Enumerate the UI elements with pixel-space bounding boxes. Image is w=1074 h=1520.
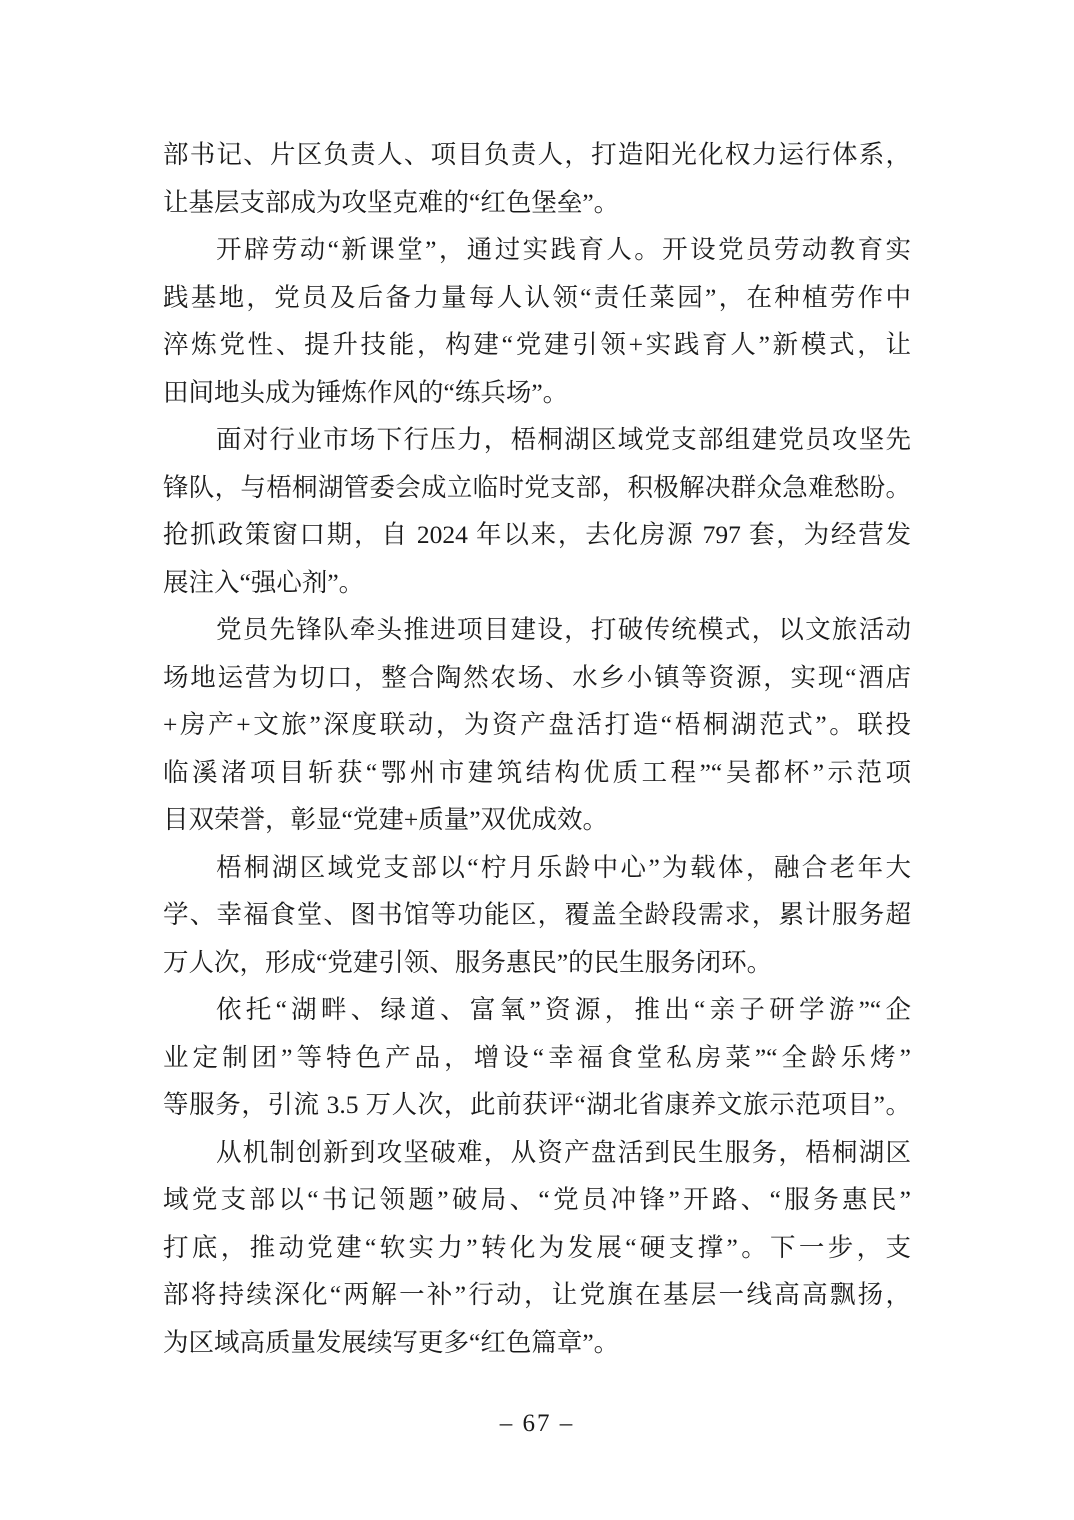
text-line: 打底，推动党建“软实力”转化为发展“硬支撑”。下一步，支	[163, 1232, 911, 1262]
text-line: 面对行业市场下行压力，梧桐湖区域党支部组建党员攻坚先	[216, 425, 911, 454]
page-footer	[0, 1404, 1074, 1444]
text-line: 从机制创新到攻坚破难，从资产盘活到民生服务，梧桐湖区	[216, 1137, 911, 1167]
text-line: 等服务，引流 3.5 万人次，此前获评“湖北省康养文旅示范项目”。	[163, 1090, 911, 1119]
text-line: 部书记、片区负责人、项目负责人，打造阳光化权力运行体系，	[163, 140, 911, 169]
text-line: 万人次，形成“党建引领、服务惠民”的民生服务闭环。	[163, 947, 773, 977]
text-line: 锋队，与梧桐湖管委会成立临时党支部，积极解决群众急难愁盼。	[163, 472, 911, 502]
text-line: 践基地，党员及后备力量每人认领“责任菜园”，在种植劳作中	[163, 282, 911, 312]
text-line: 开辟劳动“新课堂”，通过实践育人。开设党员劳动教育实	[216, 235, 911, 264]
text-line: 依托“湖畔、绿道、富氧”资源，推出“亲子研学游”“企	[216, 995, 911, 1024]
text-line: 业定制团”等特色产品，增设“幸福食堂私房菜”“全龄乐烤”	[163, 1042, 911, 1072]
text-line: 域党支部以“书记领题”破局、“党员冲锋”开路、“服务惠民”	[163, 1185, 911, 1214]
text-line: 淬炼党性、提升技能，构建“党建引领+实践育人”新模式，让	[163, 330, 911, 359]
text-line: 学、幸福食堂、图书馆等功能区，覆盖全龄段需求，累计服务超	[163, 900, 911, 929]
page-number: – 67 –	[499, 1410, 575, 1437]
text-line: 为区域高质量发展续写更多“红色篇章”。	[163, 1327, 620, 1357]
text-line: 部将持续深化“两解一补”行动，让党旗在基层一线高高飘扬，	[163, 1280, 911, 1309]
text-line: 目双荣誉，彰显“党建+质量”双优成效。	[163, 805, 609, 834]
text-line: 梧桐湖区域党支部以“柠月乐龄中心”为载体，融合老年大	[216, 852, 911, 882]
document-body	[163, 131, 911, 1366]
text-line: 田间地头成为锤炼作风的“练兵场”。	[163, 377, 569, 407]
text-line: 临溪渚项目斩获“鄂州市建筑结构优质工程”“吴都杯”示范项	[163, 757, 911, 787]
text-line: +房产+文旅”深度联动，为资产盘活打造“梧桐湖范式”。联投	[163, 710, 911, 739]
text-line: 场地运营为切口，整合陶然农场、水乡小镇等资源，实现“酒店	[163, 662, 911, 692]
text-line: 让基层支部成为攻坚克难的“红色堡垒”。	[163, 187, 620, 217]
text-line: 抢抓政策窗口期，自 2024 年以来，去化房源 797 套，为经营发	[163, 520, 911, 549]
text-line: 展注入“强心剂”。	[163, 567, 365, 597]
text-line: 党员先锋队牵头推进项目建设，打破传统模式，以文旅活动	[216, 615, 911, 644]
